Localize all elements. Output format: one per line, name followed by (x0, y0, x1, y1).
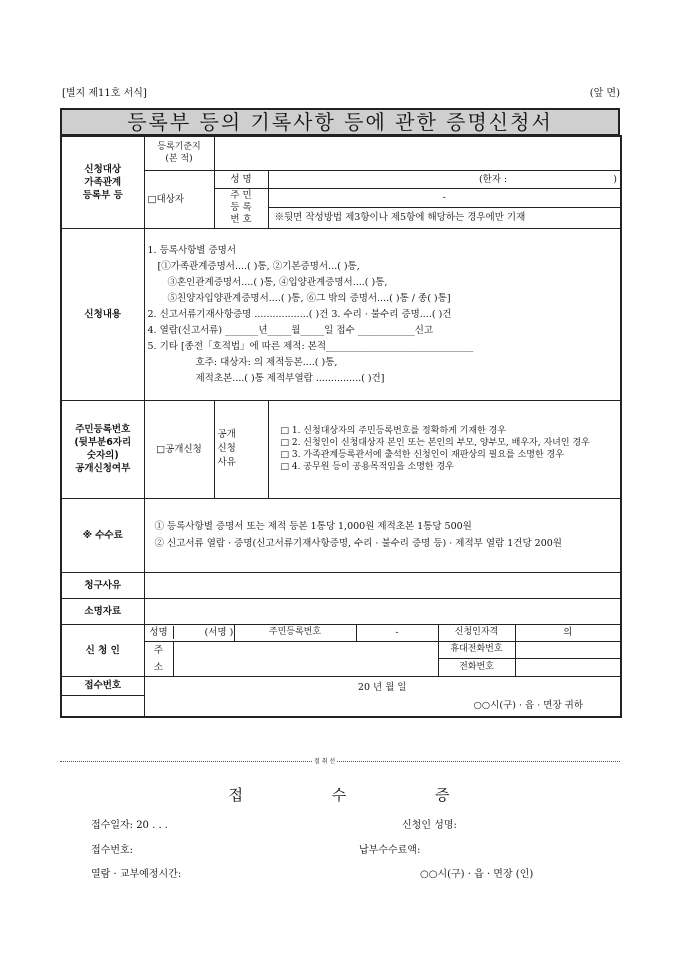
fee-label: ※ 수수료 (61, 498, 144, 572)
applicant-name-label: 성명 (145, 626, 174, 639)
office-addressee: ○○시(구) · 읍 · 면장 귀하 (473, 699, 583, 711)
receipt-title-char-2: 수 (331, 786, 349, 804)
applicant-signature[interactable]: (서명 ) (204, 627, 234, 638)
request-line-6: 4. 열람(신고서류) _______년_____월_____일 접수 ____________신고 (147, 324, 434, 336)
target-rrn-field[interactable] (268, 188, 621, 228)
applicant-label: 신 청 인 (61, 624, 144, 676)
receipt-title-char-1: 접 (228, 786, 245, 804)
request-line-8: 호주: 대상자: 의 제적등본....( )통, (195, 356, 338, 368)
target-name-label: 성 명 (214, 170, 268, 188)
request-reason-field[interactable] (144, 572, 621, 598)
disclosure-reason-1[interactable]: □ 1. 신청대상자의 주민등록번호를 정확하게 기재한 경우 (280, 426, 507, 436)
receipt-fee-paid: 납부수수료액: (359, 845, 421, 856)
disclosure-reason-4[interactable]: □ 4. 공무원 등이 공용목적임을 소명한 경우 (280, 462, 454, 472)
form-title: 등록부 등의 기록사항 등에 관한 증명신청서 (60, 108, 620, 136)
base-address-label: 등록기준지 (본 적) (144, 136, 214, 170)
applicant-rrn-field[interactable]: - (356, 624, 438, 641)
receipt-issue-time: 열람 · 교부예정시간: (91, 869, 182, 880)
receipt-applicant-name: 신청인 성명: (402, 820, 457, 831)
evidence-field[interactable] (144, 598, 621, 624)
target-name-field[interactable] (268, 170, 621, 188)
receipt-title (0, 784, 680, 805)
mobile-label: 휴대전화번호 (438, 641, 515, 659)
receipt-number: 접수번호: (91, 845, 134, 856)
request-line-1: 1. 등록사항별 증명서 (147, 244, 237, 256)
receipt-issuer: ○○시(구) · 읍 · 면장 (인) (420, 869, 534, 880)
target-person-checkbox[interactable]: □대상자 (144, 170, 214, 228)
application-form-table (60, 135, 622, 718)
office-date-block (144, 676, 621, 717)
form-number: [별지 제11호 서식] (62, 88, 147, 99)
request-line-7: 5. 기타 [종전「호적법」에 따른 제적: 본적_______________________________ (147, 340, 474, 352)
request-line-5: 2. 신고서류기재사항증명 ..................( )건 3. 수리 · 불수리 증명....( )건 (147, 308, 452, 320)
receipt-number-field[interactable] (61, 695, 144, 716)
applicant-rrn-label: 주민등록번호 (234, 624, 356, 641)
disclosure-reason-3[interactable]: □ 3. 가족관계등록관서에 출석한 신청인이 재판상의 필요를 소명한 경우 (280, 450, 564, 460)
target-rrn-label: 주 민 등 록 번 호 (214, 188, 268, 228)
evidence-label: 소명자료 (61, 598, 144, 624)
base-address-field[interactable] (214, 136, 621, 170)
disclosure-reason-label: 공개 신청 사유 (214, 400, 268, 498)
applicant-relation-label: 신청인자격 (438, 624, 515, 641)
disclosure-apply-checkbox[interactable]: □공개신청 (144, 400, 214, 498)
request-line-9: 제적초본....( )통 제적부열람 ...............( )건] (195, 372, 385, 384)
fee-content (144, 498, 621, 572)
applicant-relation-field[interactable]: 의 (515, 624, 621, 641)
hanja-label: (한자 : (478, 173, 508, 185)
rrn-note: ※뒷면 작성방법 제3항이나 제5항에 해당하는 경우에만 기재 (274, 211, 526, 223)
disclosure-reason-2[interactable]: □ 2. 신청인이 신청대상자 본인 또는 본인의 부모, 양부모, 배우자, 자녀인 경우 (280, 438, 590, 448)
receipt-date: 접수일자: 20 . . . (91, 820, 168, 831)
rrn-disclosure-label: 주민등록번호 (뒷부분6자리 숫자의) 공개신청여부 (61, 400, 144, 498)
request-section-label: 신청내용 (61, 228, 144, 400)
phone-label: 전화번호 (438, 659, 515, 677)
cut-line-label: 절 취 선 (314, 758, 336, 765)
cut-line (60, 761, 620, 762)
request-line-4: ⑤친양자입양관계증명서....( )통, ⑥그 밖의 증명서....( )통 / 종( )통] (167, 292, 451, 304)
request-content (144, 228, 621, 400)
request-reason-label: 청구사유 (61, 572, 144, 598)
request-line-3: ③혼인관계증명서....( )통, ④입양관계증명서....( )통, (167, 276, 388, 288)
target-section-label: 신청대상 가족관계 등록부 등 (61, 136, 144, 228)
application-date: 20 년 월 일 (357, 681, 407, 693)
hanja-close: ) (613, 173, 617, 185)
mobile-field[interactable] (515, 641, 621, 659)
fee-item-1: ① 등록사항별 증명서 또는 제적 등본 1통당 1,000원 제적초본 1통당 500원 (154, 521, 472, 532)
phone-field[interactable] (515, 659, 621, 677)
rrn-dash: - (269, 189, 621, 208)
receipt-number-label: 접수번호 (61, 676, 144, 695)
fee-item-2: ② 신고서류 열람 · 증명(신고서류기재사항증명, 수리 · 불수리 증명 등) · 제적부 열람 1건당 200원 (154, 538, 562, 549)
applicant-address-label: 주 소 (145, 642, 174, 676)
applicant-address-field[interactable] (144, 641, 438, 676)
page-side-label: (앞 면) (589, 88, 620, 99)
disclosure-reasons (268, 400, 621, 498)
receipt-title-char-3: 증 (435, 786, 452, 804)
request-line-2: [①가족관계증명서....( )통, ②기본증명서...( )통, (157, 260, 360, 272)
